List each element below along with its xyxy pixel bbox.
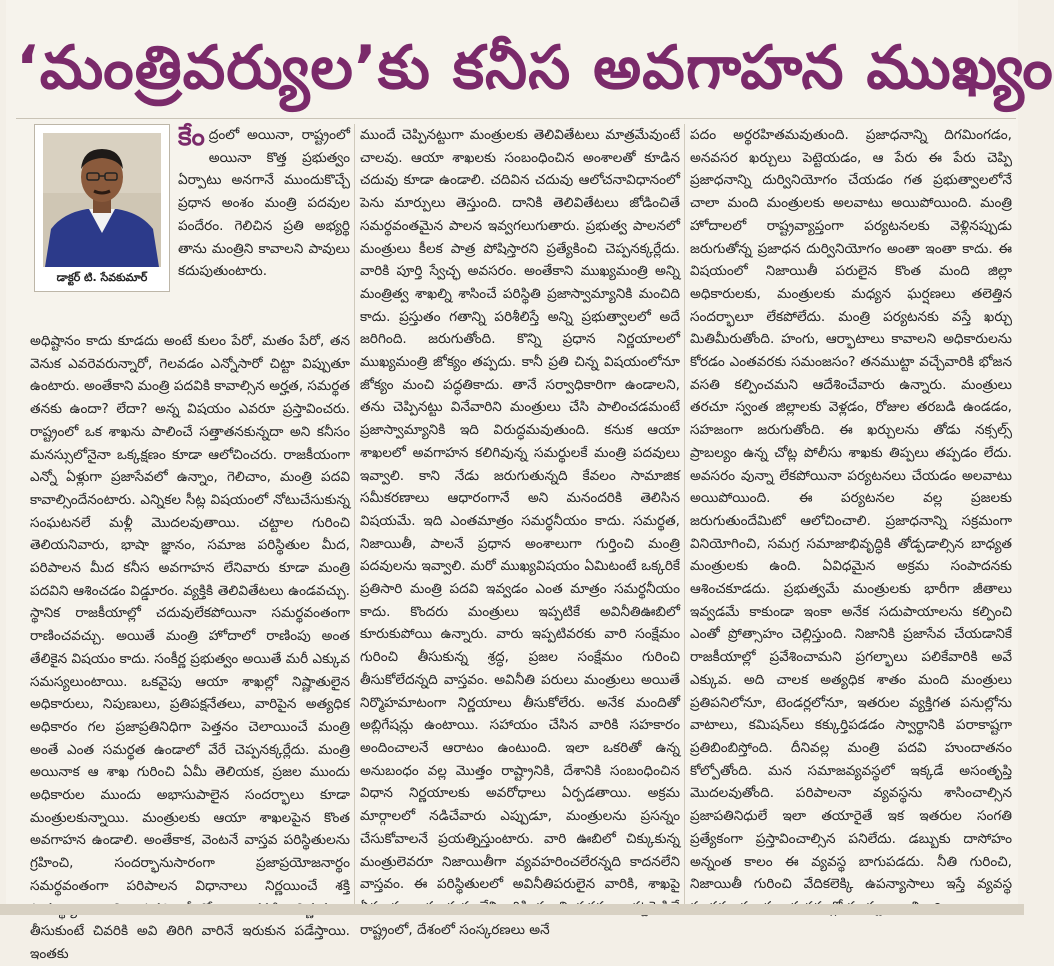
author-photo: [43, 133, 161, 267]
column-3: [690, 124, 1012, 905]
column-1-text: అధిష్టానం కాదు కూడదు అంటే కులం పేరో, మతం పేరో, తన వెనుక ఎవరెవరున్నారో, గెలవడం ఎన్నోసారో చిట్టా విప్పుతూ ఉంటారు. అంతేకాని మంత్రి పదవికి కావాల్సిన అర్హత, సమర్థత తనకు ఉందా? లేదా? అన్న విషయం ఎవరూ ప్రస్తావించరు. రాష్ట్రంలో ఒక శాఖను పాలించే సత్తాతనకున్నదా అని కనీసం మనస్సులోనైనా ఒక్కక్షణం కూడా ఆలోచించరు. రాజకీయంగా ఎన్నో ఏళ్లుగా ప్రజాసేవలో ఉన్నాం, గెలిచాం, మంత్రి పదవి కావాల్సిందేనంటారు. ఎన్నికల సీట్ల విషయంలో నోటుచేసుకున్న సంఘటనలే మళ్లీ మొదలవుతాయి. చట్టాల గురించి తెలియనివారు, భాషా జ్ఞానం, సమాజ పరిస్థితుల మీద, పరిపాలన మీద కనీస అవగాహన లేనివారు కూడా మంత్రి పదవిని ఆశించడం విడ్డూరం. వ్యక్తికి తెలివితేటలు ఉండవచ్చు. స్థానిక రాజకీయాల్లో చదువులేకపోయినా సమర్థవంతంగా రాణించవచ్చు. అయితే మంత్రి హోదాలో రాణింపు అంత తేలికైన విషయం కాదు. సంకీర్ణ ప్రభుత్వం అయితే మరీ ఎక్కువ సమస్యలుంటాయి. ఒకవైపు ఆయా శాఖల్లో నిష్ణాతులైన అధికారులు, నిపుణులు, ప్రతిపక్షనేతలు, వారిపైన అత్యధిక అధికారం గల ప్రజాప్రతినిధిగా పెత్తనం చెలాయించే మంత్రి అంతే ఎంత సమర్థత ఉండాలో వేరే చెప్పనక్కర్లేదు. మంత్రి అయినాక ఆ శాఖ గురించి ఏమీ తెలియక, ప్రజల ముందు అధికారుల ముందు అభాసుపాలైన సందర్భాలు కూడా మంత్రులకున్నాయి. మంత్రులకు ఆయా శాఖలపైన కొంత అవగాహన ఉండాలి. అంతేకాక, వెంటనే వాస్తవ పరిస్థితులను గ్రహించి, సందర్భానుసారంగా ప్రజాప్రయోజనార్థం సమర్థవంతంగా పరిపాలన విధానాలు నిర్ణయించే శక్తి తీసుకుంటే చివరికి అవి తిరిగి వారినే ఇరుకున పడేస్తాయి. ఇంతకు: [30, 333, 350, 962]
headline: ‘మంత్రివర్యుల’కు కనీస అవగాహన ముఖ్యం: [16, 33, 1054, 103]
intro-text: ద్రంలో అయినా, రాష్ట్రంలో అయినా కొత్త ప్రభుత్వం ఏర్పాటు అనగానే ముందుకొచ్చే ప్రధాన అంశం మంత్రి పదవుల పందేరం. గెలిచిన ప్రతి అభ్యర్థి తాను మంత్రిని కావాలని పావులు కదుపుతుంటారు.: [178, 127, 350, 280]
page-bottom-edge: [0, 904, 1024, 915]
author-caption: డాక్టర్ టి. సేవకుమార్: [56, 271, 148, 284]
column-2: [360, 124, 680, 938]
drop-cap: కేం: [178, 122, 205, 152]
article-intro: [178, 124, 350, 329]
newspaper-page: [6, 0, 1054, 962]
author-photo-box: [34, 124, 170, 292]
column-divider: [684, 124, 685, 904]
column-3-text: పదం అర్థరహితమవుతుంది. ప్రజాధనాన్ని దిగమింగడం, అనవసర ఖర్చులు పెట్టెయడం, ఆ పేరు ఈ పేరు చెప్పి ప్రజాధనాన్ని దుర్వినియోగం చేయడం గత ప్రభుత్వాలలోనే చాలా మంది మంత్రులకు అలవాటు అయిపోయింది. మంత్రి హోదాలలో రాష్ట్రవ్యాప్తంగా పర్యటనలకు వెళ్లినప్పుడు జరుగుతోన్న ప్రజాధన దుర్వినియోగం అంతా ఇంతా కాదు. ఈ విషయంలో నిజాయితీ పరులైన కొంత మంది జిల్లా అధికారులకు, మంత్రులకు మధ్యన ఘర్షణలు తలెత్తిన సందర్భాలూ లేకపోలేదు. మంత్రి పర్యటనకు వస్తే ఖర్చు మితిమీరుతోంది. హంగు, ఆర్భాటాలు కావాలని అధికారులను కోరడం ఎంతవరకు సమంజసం? తనముట్టా వచ్చేవారికి భోజన వసతి కల్పించమని ఆదేశించేవారు ఉన్నారు. మంత్రులు తరచూ స్వంత జిల్లాలకు వెళ్లడం, రోజుల తరబడి ఉండడం, సహజంగా జరుగుతోంది. ఈ ఖర్చులను తోడు నక్సల్స్ ప్రాబల్యం ఉన్న చోట్ల పోలీసు శాఖకు తిప్పలు తప్పడం లేదు. అవసరం వున్నా లేకపోయినా పర్యటనలు చేయడం అలవాటు అయిపోయింది. ఈ పర్యటనల వల్ల ప్రజలకు జరుగుతుందేమిటో ఆలోచించాలి. ప్రజాధనాన్ని సక్రమంగా వినియోగించి, సమగ్ర సమాజాభివృద్ధికి తోడ్పడాల్సిన బాధ్యత మంత్రులకు ఉంది. ఏవిధమైన అక్రమ సంపాదనకు ఆశించకూడదు. ప్రభుత్వమే మంత్రులకు భారీగా జీతాలు ఇవ్వడమే కాకుండా ఇంకా అనేక సదుపాయాలను కల్పించి ఎంతో ప్రోత్సాహం చెల్లిస్తుంది. నిజానికి ప్రజాసేవ చేయడానికే రాజకీయాల్లో ప్రవేశించామని ప్రగల్భాలు పలికేవారికి అవే ఎక్కువ. అది చాలక అత్యధిక శాతం మంది మంత్రులు ప్రతిపనిలోనూ, టెండర్లలోనూ, ఇతరుల వ్యక్తిగత పనుల్లోను వాటాలు, కమిషన్‌లు కక్కుర్తిపడడం స్వార్థానికి పరాకాష్టగా ప్రతిబింబిస్తోంది. దీనివల్ల మంత్రి పదవి హుందాతనం కోల్పోతోంది. మన సమాజవ్యవస్థలో ఇక్కడే అసంతృప్తి మొదలవుతోంది. పరిపాలనా వ్యవస్థను శాసించాల్సిన ప్రజాపతినిధులే ఇలా తయారైతే ఇక ఇతరుల సంగతి ప్రత్యేకంగా ప్రస్తావించాల్సిన పనిలేదు. డబ్బుకు దాసోహం అన్నంత కాలం ఈ వ్యవస్థ బాగుపడదు. నీతి గురించి, నిజాయితీ గురించి వేదికలెక్కి ఉపన్యాసాలు ఇస్తే వ్యవస్థ: [690, 127, 1012, 893]
author-portrait-image: [43, 133, 161, 267]
column-2-text: ముందే చెప్పినట్టుగా మంత్రులకు తెలివితేటలు మాత్రమేవుంటే చాలవు. ఆయా శాఖలకు సంబంధించిన అంశాలతో కూడిన చదువు కూడా ఉండాలి. చదివిన చదువు ఆలోచనావిధానంలో పెను మార్పులు తెస్తుంది. దానికి తెలివితేటలు జోడించితే సమర్థవంతమైన పాలన ఇవ్వగలుగుతారు. ప్రభుత్వ పాలనలో మంత్రులు కీలక పాత్ర పోషిస్తారని ప్రత్యేకించి చెప్పనక్కర్లేదు. వారికి పూర్తి స్వేచ్ఛ అవసరం. అంతేకాని ముఖ్యమంత్రి అన్ని మంత్రిత్వ శాఖల్ని శాసించే పరిస్థితి ప్రజాస్వామ్యానికి మంచిది కాదు. ప్రస్తుతం గతాన్ని పరిశీలిస్తే అన్ని ప్రభుత్వాలలో అదే జరిగింది. జరుగుతోంది. కొన్ని ప్రధాన నిర్ణయాలలో ముఖ్యమంత్రి జోక్యం తప్పదు. కానీ ప్రతి చిన్న విషయంలోనూ జోక్యం మంచి పద్ధతికాదు. తానే సర్వాధికారిగా ఉండాలని, తను చెప్పినట్టు వినేవారిని మంత్రులు చేసి పాలించడమంటే ప్రజాస్వామ్యానికి ఇది విరుద్ధమవుతుంది. కనుక ఆయా శాఖలలో అవగాహన కలిగివున్న సమర్థులకే మంత్రి పదవులు ఇవ్వాలి. కాని నేడు జరుగుతున్నది కేవలం సామాజిక సమీకరణాలు ఆధారంగానే అని మనందరికి తెలిసిన విషయమే. ఇది ఎంతమాత్రం సమర్థనీయం కాదు. సమర్థత, నిజాయితీ, పాలనే ప్రధాన అంశాలుగా గుర్తించి మంత్రి పదవులను ఇవ్వాలి. మరో ముఖ్యవిషయం ఏమిటంటే ఒక్కరికే ప్రతిసారి మంత్రి పదవి ఇవ్వడం ఎంత మాత్రం సమర్థనీయం కాదు. కొందరు మంత్రులు ఇప్పటికే అవినీతిఊబిలో కూరుకుపోయి ఉన్నారు. వారు ఇప్పటివరకు వారి సంక్షేమం గురించి తీసుకున్న శ్రద్ధ, ప్రజల సంక్షేమం గురించి తీసుకోలేదన్నది వాస్తవం. అవినీతి పరులు మంత్రులు అయితే నిర్మొహమాటంగా నిర్ణయాలు తీసుకోలేరు. అనేక మందితో అబ్లిగేషన్లు ఉంటాయి. సహాయం చేసిన వారికి సహకారం అందించాలనే ఆరాటం ఉంటుంది. ఇలా ఒకరితో ఉన్న అనుబంధం వల్ల మొత్తం రాష్ట్రానికి, దేశానికి సంబంధించిన విధాన నిర్ణయాలకు అవరోధాలు ఏర్పడతాయి. అక్రమ మార్గాలలో నడిచేవారు ఎప్పుడూ, మంత్రులను ప్రసన్నం చేసుకోవాలనే ప్రయత్నిస్తుంటారు. వారి ఊబిలో చిక్కుకున్న మంత్రులెవరూ నిజాయితీగా వ్యవహరించలేరన్నది కాదనలేని వాస్తవం. ఈ పరిస్థితులలో అవినీతిపరులైన వారికి, శాఖపై రాష్ట్రంలో, దేశంలో సంస్కరణలు అనే: [360, 127, 680, 938]
column-divider: [354, 124, 355, 904]
headline-divider: [16, 118, 1016, 119]
column-1: [30, 330, 350, 962]
